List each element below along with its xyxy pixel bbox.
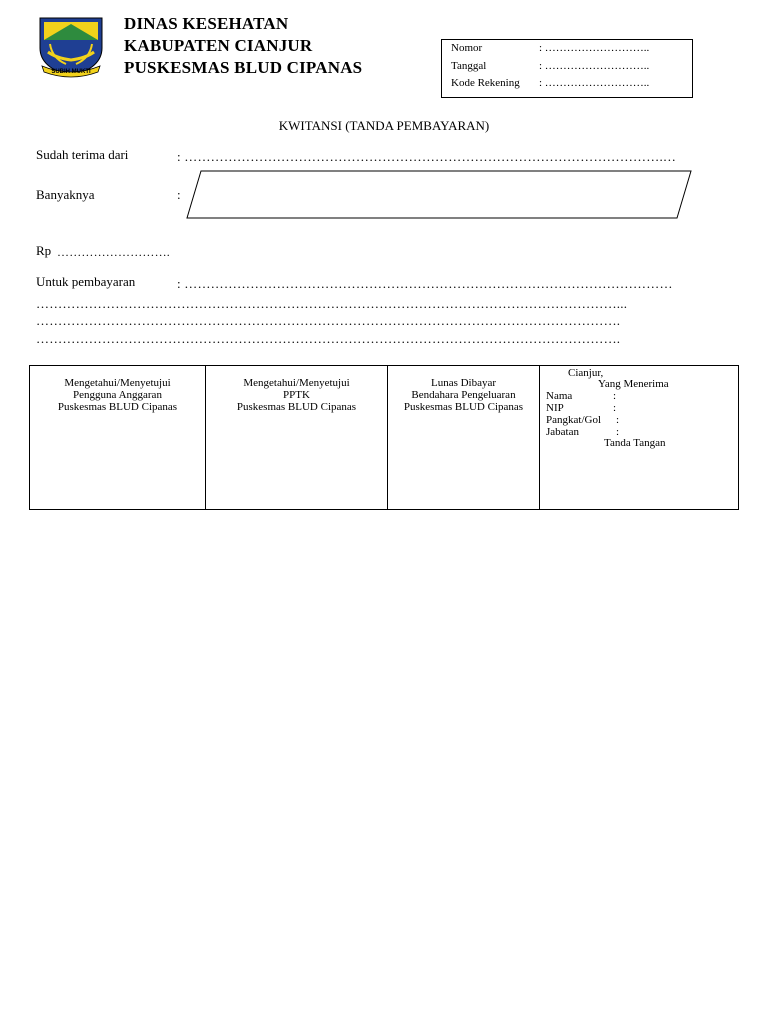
nomor-value[interactable]: : ……………………….. [539,42,650,54]
signature-cell-pengguna-anggaran [30,366,206,509]
receiver-pangkat-label: Pangkat/Gol [546,414,601,426]
receiver-signature-label: Tanda Tangan [604,437,666,449]
receiver-nama-label: Nama [546,390,573,402]
untuk-pembayaran-value[interactable]: : ………………………………………………………………………………………………… [177,276,673,291]
receiver-nip-label: NIP [546,402,564,414]
banyaknya-amount-box[interactable] [186,170,692,220]
sig2-line-3: Puskesmas BLUD Cipanas [236,401,357,413]
receiver-jabatan-label: Jabatan [546,426,579,438]
receipt-title: KWITANSI (TANDA PEMBAYARAN) [278,118,490,133]
info-row-tanggal [451,60,649,72]
untuk-pembayaran-label: Untuk pembayaran [36,274,136,289]
info-row-nomor [451,42,649,54]
banyaknya-colon: : [177,187,181,202]
signature-cell-penerima [540,366,738,509]
tanggal-label: Tanggal [451,60,487,72]
signature-table [29,365,739,510]
info-row-kode-rekening [451,77,649,89]
kode-rekening-label: Kode Rekening [451,77,520,89]
logo-motto: SUBIH MUKTI [51,69,91,75]
sig1-line-2: Pengguna Anggaran [73,389,162,401]
signature-cell-pptk [206,366,388,509]
rp-value[interactable]: ………………………. [57,245,170,259]
sig1-line-1: Mengetahui/Menyetujui [64,377,171,389]
header-line-2: KABUPATEN CIANJUR [124,36,313,55]
receiver-jabatan-colon: : [616,426,620,438]
description-line-2[interactable]: ……………………………………………………………………………………………………………………. [36,313,621,328]
rp-label: Rp [36,243,52,258]
sig2-line-2: PPTK [283,389,310,401]
sudah-terima-value[interactable]: : ……………………………………………………………………………………………….… [177,149,677,164]
receiver-nip-colon: : [613,402,617,414]
sig2-line-1: Mengetahui/Menyetujui [243,377,350,389]
banyaknya-label: Banyaknya [36,187,95,202]
sig1-line-3: Puskesmas BLUD Cipanas [57,401,178,413]
nomor-label: Nomor [451,42,483,54]
sig3-line-2: Bendahara Pengeluaran [411,389,516,401]
header-line-3: PUSKESMAS BLUD CIPANAS [124,58,363,77]
kabupaten-cianjur-logo [36,14,106,80]
document-info-box [441,39,693,98]
sig3-line-1: Lunas Dibayar [430,377,497,389]
signature-cell-bendahara [388,366,540,509]
description-line-3[interactable]: ……………………………………………………………………………………………………………………. [36,331,621,346]
description-line-1[interactable]: ……………………………………………………………………………………………………………………... [36,296,628,311]
sudah-terima-label: Sudah terima dari [36,147,129,162]
receiver-nama-colon: : [613,390,617,402]
kode-rekening-value[interactable]: : ……………………….. [539,77,650,89]
sig3-line-3: Puskesmas BLUD Cipanas [403,401,524,413]
receiver-pangkat-colon: : [616,414,620,426]
tanggal-value[interactable]: : ……………………….. [539,60,650,72]
header-line-1: DINAS KESEHATAN [124,14,289,33]
receiver-city: Cianjur, [568,367,604,379]
receiver-title: Yang Menerima [598,378,669,390]
